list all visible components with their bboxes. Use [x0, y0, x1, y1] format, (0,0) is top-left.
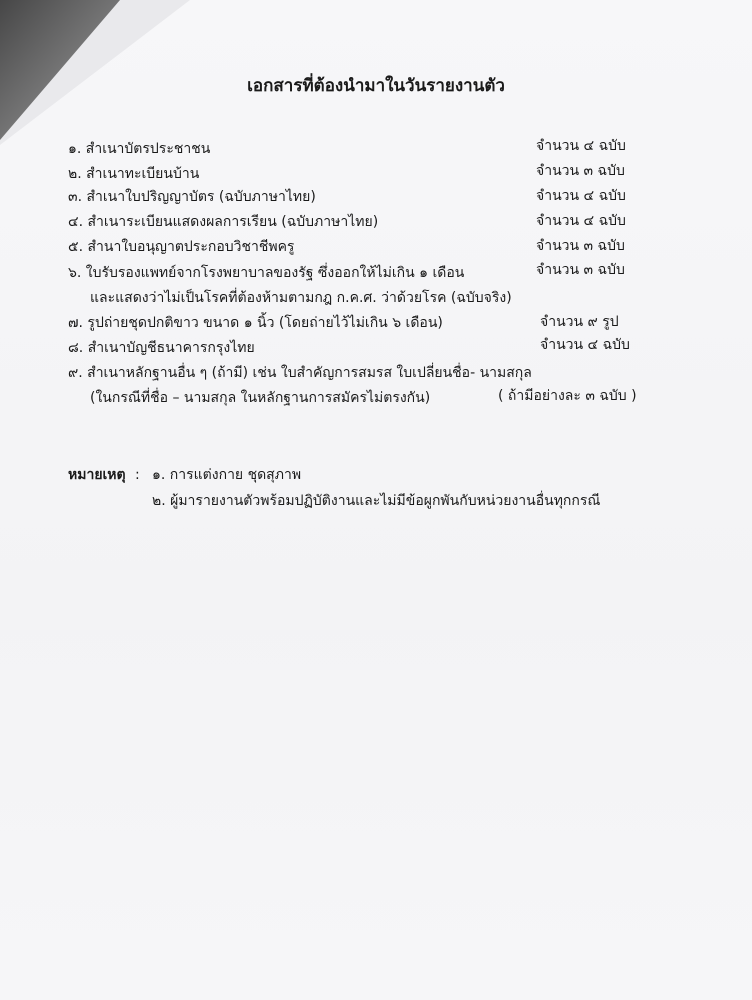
- quantity-label: ( ถ้ามีอย่างละ ๓ ฉบับ ): [498, 388, 637, 404]
- list-item: ๑. สำเนาบัตรประชาชน: [68, 141, 211, 157]
- note-label: หมายเหตุ: [68, 467, 126, 483]
- quantity-label: จำนวน ๙ รูป: [540, 314, 619, 330]
- quantity-label: จำนวน ๓ ฉบับ: [536, 238, 625, 254]
- list-item: ๕. สำนาใบอนุญาตประกอบวิชาชีพครู: [68, 239, 295, 255]
- list-item-continuation: (ในกรณีที่ชื่อ – นามสกุล ในหลักฐานการสมัครไม่ตรงกัน): [90, 390, 431, 406]
- list-item: ๙. สำเนาหลักฐานอื่น ๆ (ถ้ามี) เช่น ใบสำคัญการสมรส ใบเปลี่ยนชื่อ- นามสกุล: [68, 365, 532, 381]
- quantity-label: จำนวน ๔ ฉบับ: [536, 138, 626, 154]
- list-item: ๔. สำเนาระเบียนแสดงผลการเรียน (ฉบับภาษาไทย): [68, 214, 379, 230]
- page-title: เอกสารที่ต้องนำมาในวันรายงานตัว: [247, 76, 505, 96]
- quantity-label: จำนวน ๔ ฉบับ: [540, 337, 630, 353]
- note-item: ๑. การแต่งกาย ชุดสุภาพ: [152, 467, 302, 483]
- list-item: ๖. ใบรับรองแพทย์จากโรงพยาบาลของรัฐ ซึ่งออกให้ไม่เกิน ๑ เดือน: [68, 265, 465, 281]
- list-item: ๓. สำเนาใบปริญญาบัตร (ฉบับภาษาไทย): [68, 189, 316, 205]
- quantity-label: จำนวน ๔ ฉบับ: [536, 213, 626, 229]
- list-item: ๒. สำเนาทะเบียนบ้าน: [68, 166, 200, 182]
- list-item: ๘. สำเนาบัญชีธนาคารกรุงไทย: [68, 340, 255, 356]
- quantity-label: จำนวน ๓ ฉบับ: [536, 262, 625, 278]
- quantity-label: จำนวน ๓ ฉบับ: [536, 163, 625, 179]
- list-item: ๗. รูปถ่ายชุดปกติขาว ขนาด ๑ นิ้ว (โดยถ่ายไว้ไม่เกิน ๖ เดือน): [68, 315, 443, 331]
- note-separator: :: [135, 467, 140, 483]
- quantity-label: จำนวน ๔ ฉบับ: [536, 188, 626, 204]
- list-item-continuation: และแสดงว่าไม่เป็นโรคที่ต้องห้ามตามกฎ ก.ค.ศ. ว่าด้วยโรค (ฉบับจริง): [90, 290, 512, 306]
- note-item: ๒. ผู้มารายงานตัวพร้อมปฏิบัติงานและไม่มีข้อผูกพันกับหน่วยงานอื่นทุกกรณี: [152, 493, 601, 509]
